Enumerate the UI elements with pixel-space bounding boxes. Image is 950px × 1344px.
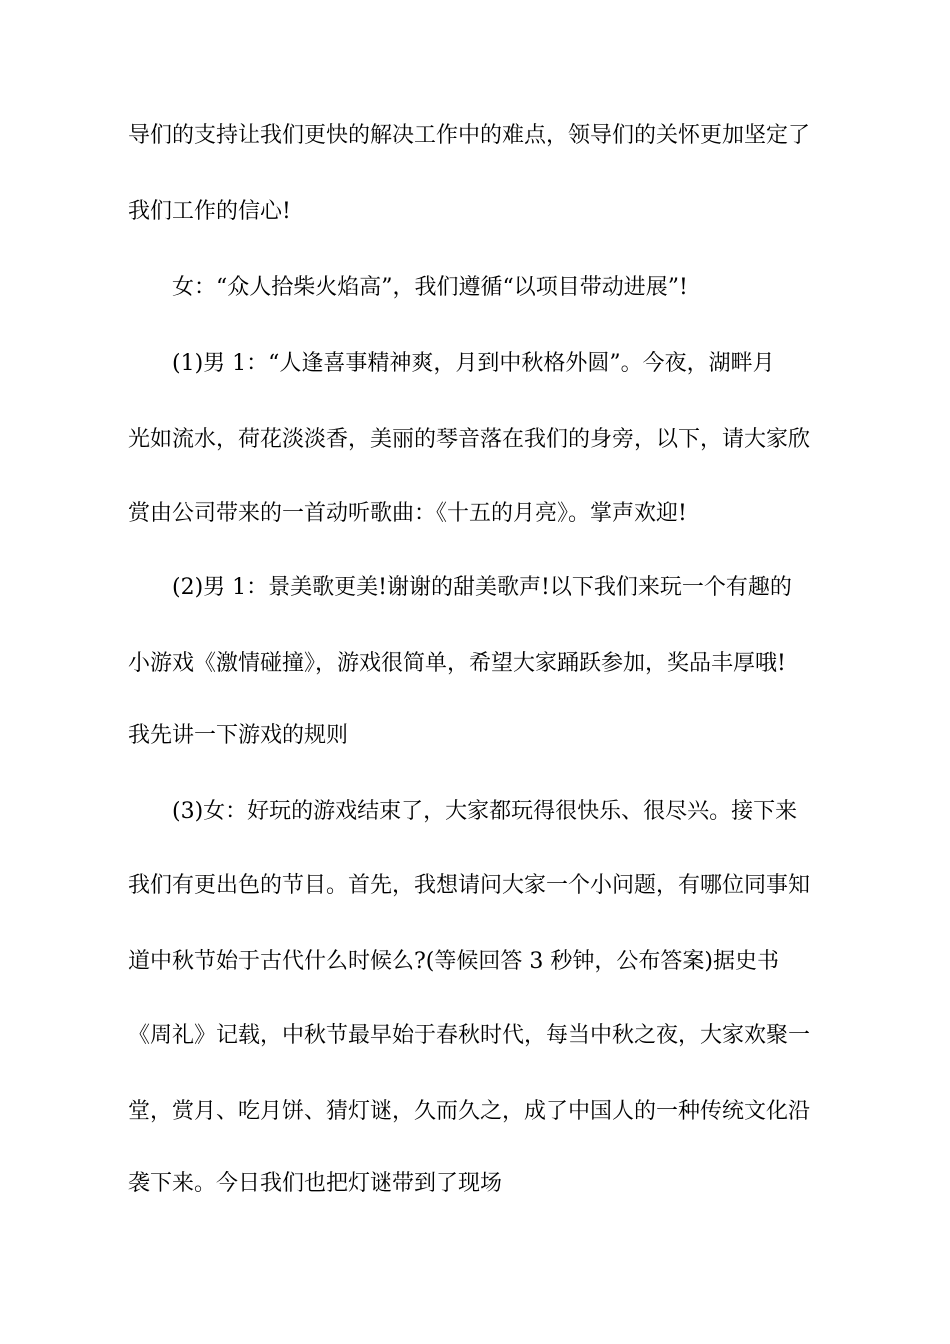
paragraph-start-line: (2)男 1：景美歌更美!谢谢的甜美歌声!以下我们来玩一个有趣的 — [172, 575, 792, 600]
text-line: 袭下来。今日我们也把灯谜带到了现场 — [128, 1171, 503, 1196]
text-line: 堂，赏月、吃月饼、猜灯谜，久而久之，成了中国人的一种传统文化沿 — [128, 1099, 811, 1124]
text-line: 我们有更出色的节目。首先，我想请问大家一个小问题，有哪位同事知 — [128, 873, 811, 898]
text-line: 光如流水，荷花淡淡香，美丽的琴音落在我们的身旁，以下，请大家欣 — [128, 427, 811, 452]
text-line: 小游戏《激情碰撞》，游戏很简单，希望大家踊跃参加，奖品丰厚哦! — [128, 651, 786, 676]
text-line: 《周礼》记载，中秋节最早始于春秋时代，每当中秋之夜，大家欢聚一 — [128, 1023, 811, 1048]
text-line: 赏由公司带来的一首动听歌曲：《十五的月亮》。掌声欢迎! — [128, 501, 687, 526]
paragraph-start-line: (1)男 1：“人逢喜事精神爽，月到中秋格外圆”。今夜，湖畔月 — [172, 351, 775, 376]
paragraph-start-line: (3)女：好玩的游戏结束了，大家都玩得很快乐、很尽兴。接下来 — [172, 799, 798, 824]
text-line: 导们的支持让我们更快的解决工作中的难点，领导们的关怀更加坚定了 — [128, 123, 811, 148]
text-line: 道中秋节始于古代什么时候么?(等候回答 3 秒钟，公布答案)据史书 — [128, 949, 779, 974]
text-line: 我先讲一下游戏的规则 — [128, 723, 349, 748]
text-line: 我们工作的信心! — [128, 199, 291, 224]
paragraph-start-line: 女：“众人拾柴火焰高”，我们遵循“以项目带动进展”! — [172, 275, 688, 300]
